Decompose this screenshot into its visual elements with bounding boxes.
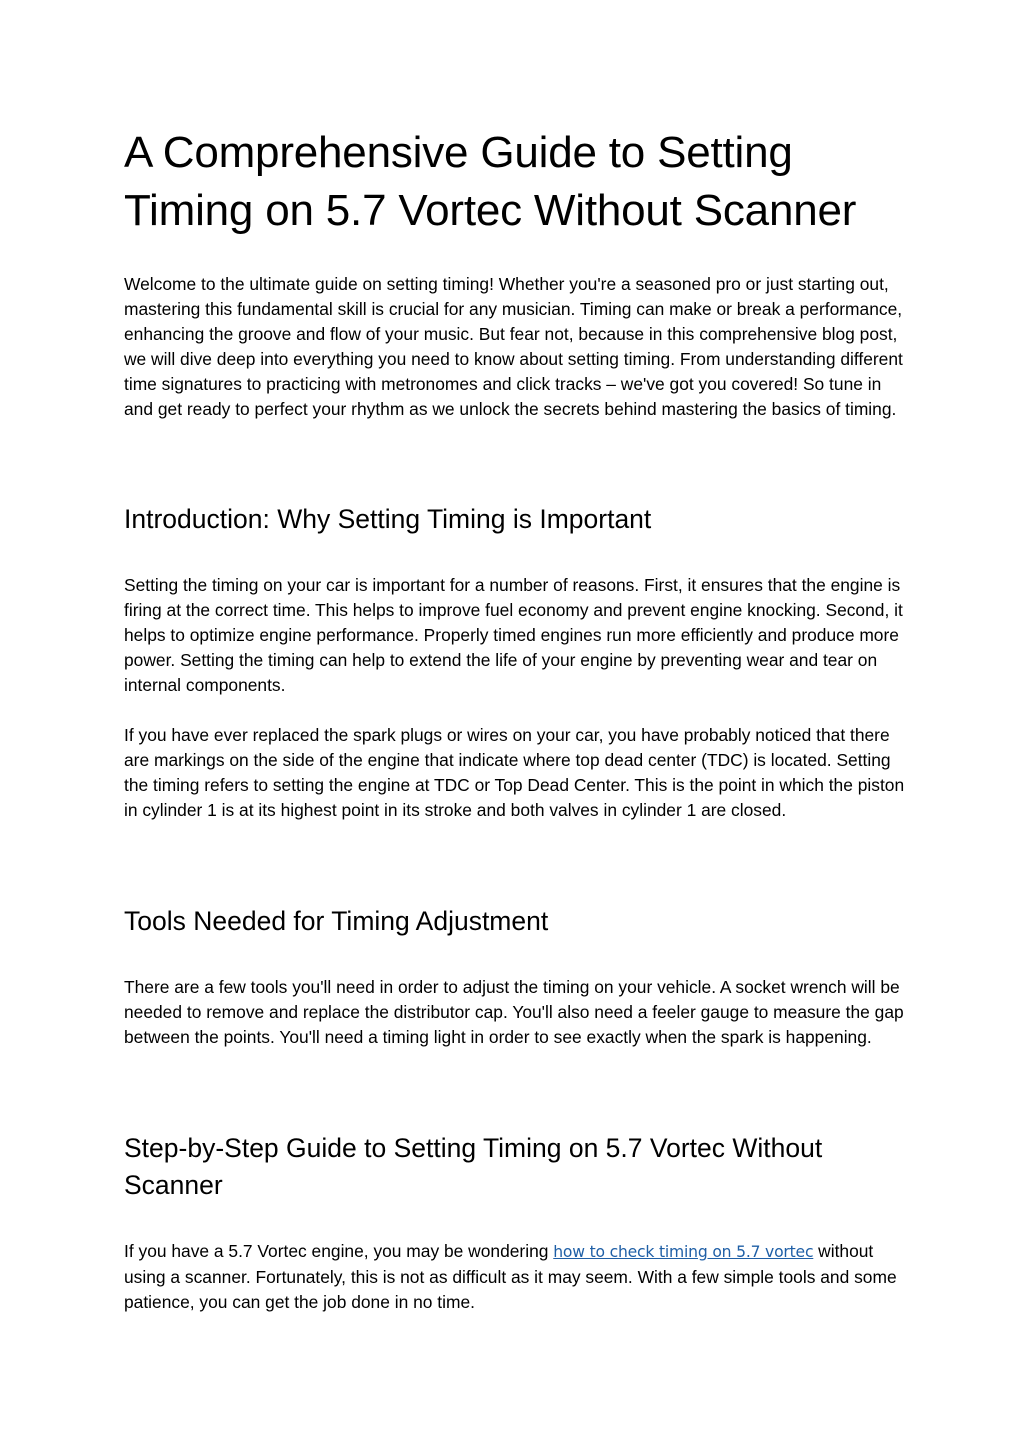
introduction-paragraph-1: Setting the timing on your car is important for a number of reasons. First, it ensures that the engine is firing at the correct time. This helps to improve fuel economy and prevent engine knocking. Second, it helps to optimize engine performance. Properly timed engines run more efficiently and produce more power. Setting the timing can help to extend the life of your engine by preventing wear and tear on internal components. xyxy=(124,575,903,695)
document-title: A Comprehensive Guide to Setting Timing on 5.7 Vortec Without Scanner xyxy=(124,128,857,235)
step-by-step-paragraph xyxy=(124,1239,909,1315)
introduction-paragraph-2: If you have ever replaced the spark plugs or wires on your car, you have probably noticed that there are markings on the side of the engine that indicate where top dead center (TDC) is located. Setting the timing refers to setting the engine at TDC or Top Dead Center. This is the point in which the piston in cylinder 1 is at its highest point in its stroke and both valves in cylinder 1 are closed. xyxy=(124,725,905,820)
tools-paragraph: There are a few tools you'll need in order to adjust the timing on your vehicle. A socket wrench will be needed to remove and replace the distributor cap. You'll also need a feeler gauge to measure the gap between the points. You'll need a timing light in order to see exactly when the spark is happening. xyxy=(124,977,904,1047)
section-heading-tools: Tools Needed for Timing Adjustment xyxy=(124,906,549,936)
intro-paragraph: Welcome to the ultimate guide on setting timing! Whether you're a seasoned pro or just starting out, mastering this fundamental skill is crucial for any musician. Timing can make or break a performance, enhancing the groove and flow of your music. But fear not, because in this comprehensive blog post, we will dive deep into everything you need to know about setting timing. From understanding different time signatures to practicing with metronomes and click tracks – we've got you covered! So tune in and get ready to perfect your rhythm as we unlock the secrets behind mastering the basics of timing. xyxy=(124,274,903,419)
check-timing-link[interactable]: how to check timing on 5.7 vortec xyxy=(553,1243,814,1261)
paragraph-text-after-link: without using a scanner. Fortunately, this is not as difficult as it may seem. With a few simple tools and some patience, you can get the job done in no time. xyxy=(124,1241,897,1312)
section-heading-introduction: Introduction: Why Setting Timing is Important xyxy=(124,504,652,534)
section-heading-step-by-step: Step-by-Step Guide to Setting Timing on 5.7 Vortec Without Scanner xyxy=(124,1133,823,1200)
paragraph-text-before-link: If you have a 5.7 Vortec engine, you may be wondering xyxy=(124,1241,554,1261)
